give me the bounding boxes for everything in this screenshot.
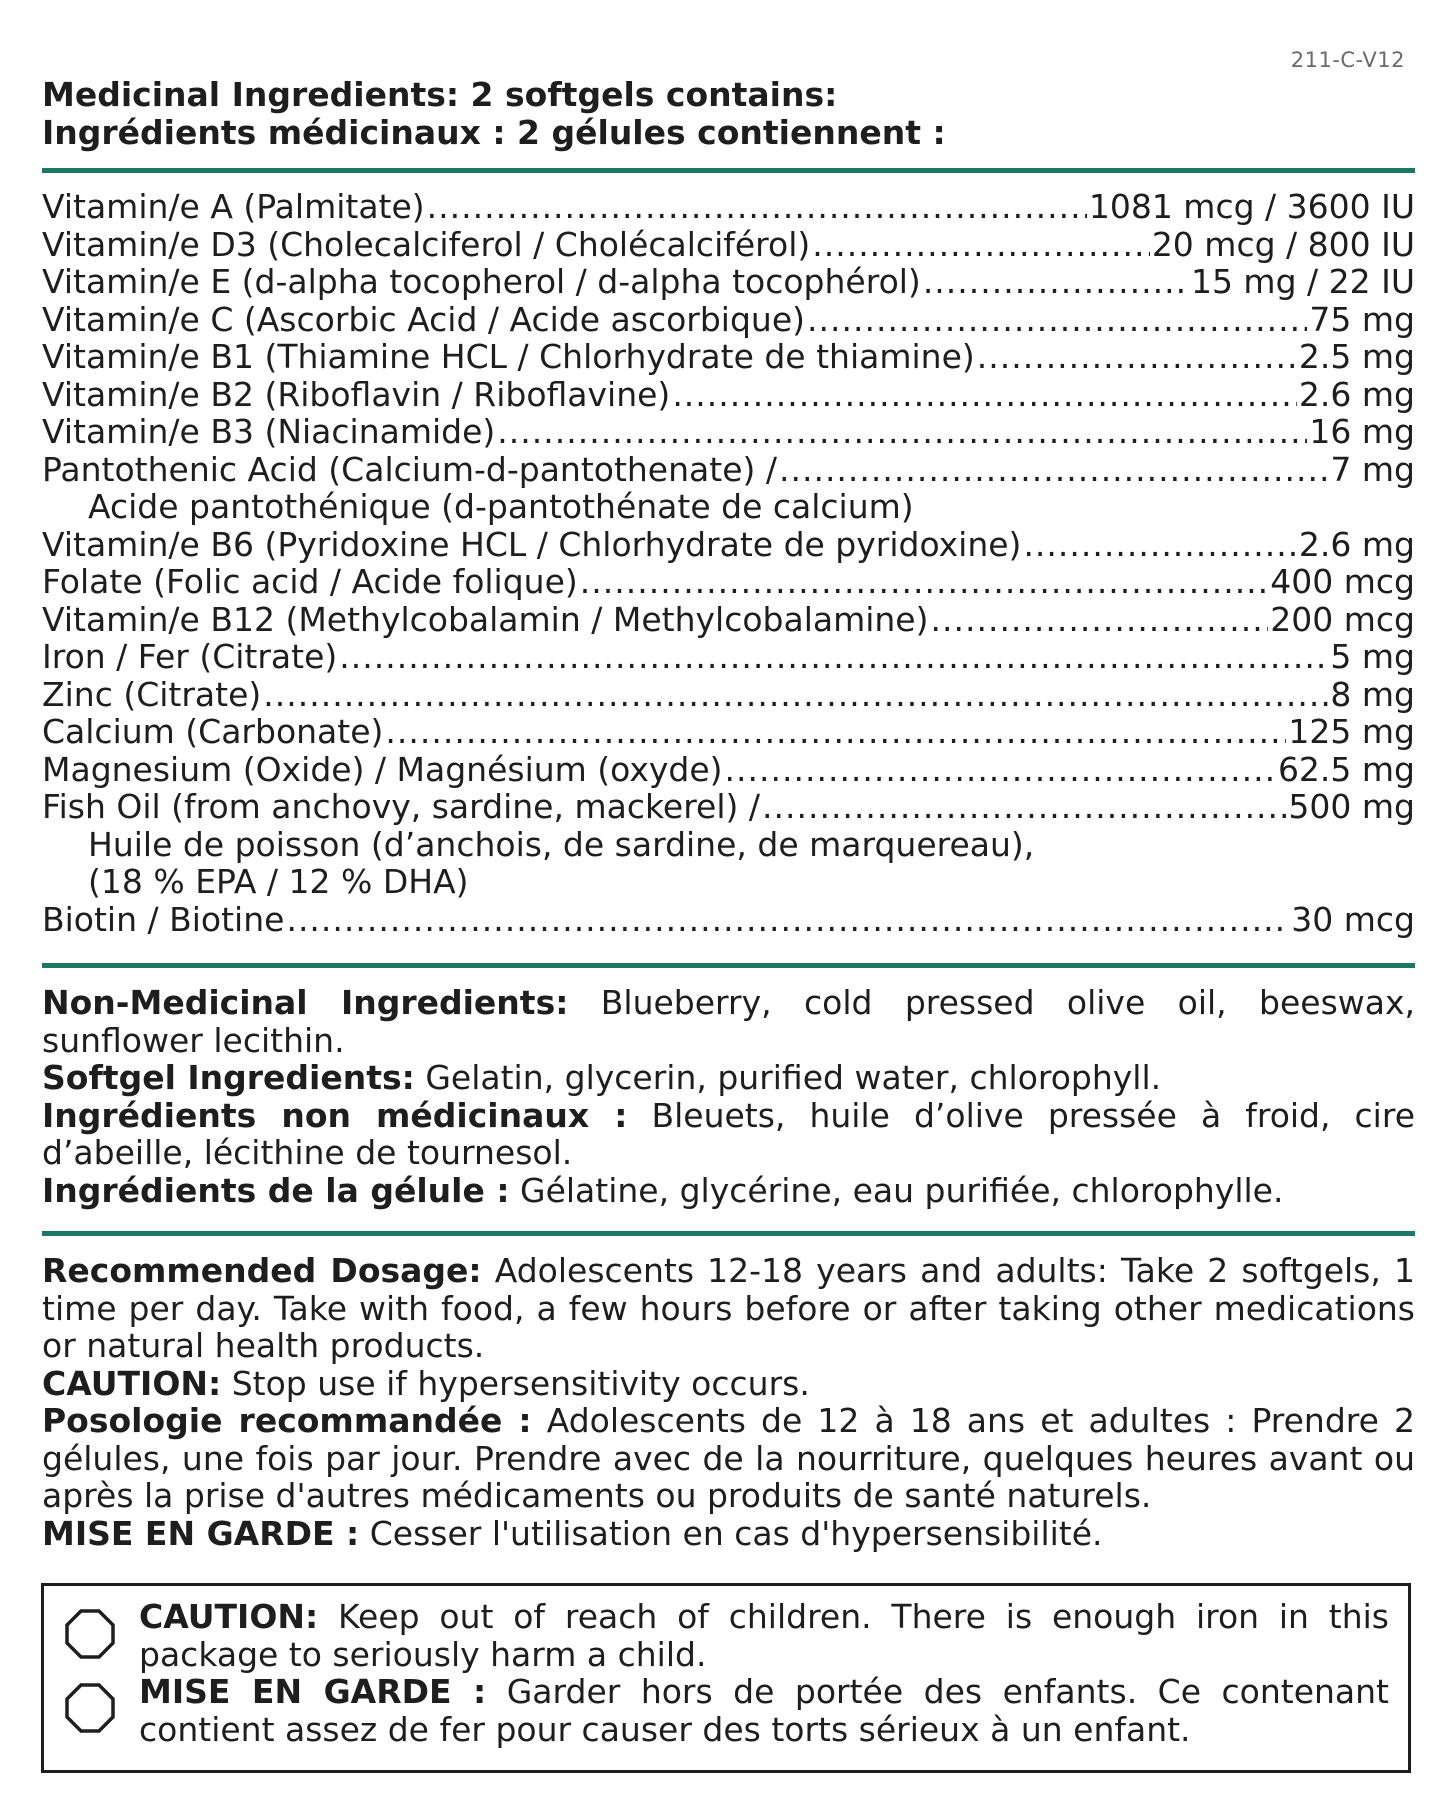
dot-leader — [427, 188, 1087, 226]
ingredient-name: Zinc (Citrate) — [42, 674, 262, 714]
nmi-label: Non-Medicinal Ingredients: — [42, 983, 569, 1022]
ingredient-row — [42, 563, 1415, 601]
dot-leader — [263, 676, 1328, 714]
ingredient-subline: Acide pantothénique (d-pantothénate de calcium) — [88, 487, 914, 526]
dot-leader — [1023, 526, 1296, 564]
ingredient-name: Vitamin/e B6 (Pyridoxine HCL / Chlorhydrate de pyridoxine) — [42, 524, 1022, 564]
ingredient-row — [42, 188, 1415, 226]
softgel-fr-text: Gélatine, glycérine, eau purifiée, chlorophylle. — [509, 1170, 1284, 1210]
ingredient-amount: 5 mg — [1330, 637, 1415, 676]
ingredient-name: Biotin / Biotine — [42, 899, 285, 939]
dot-leader — [762, 788, 1286, 826]
ingredient-name: Vitamin/e A (Palmitate) — [42, 187, 425, 226]
warning-en-label: CAUTION: — [139, 1597, 319, 1636]
ingredient-amount: 125 mg — [1288, 712, 1415, 751]
ingredient-amount: 30 mcg — [1291, 899, 1415, 939]
ingredient-name: Folate (Folic acid / Acide folique) — [42, 562, 578, 601]
ingredient-row — [42, 713, 1415, 751]
ingredient-amount: 75 mg — [1309, 299, 1415, 339]
nmi-fr-paragraph — [42, 1097, 1415, 1172]
dosage-fr-text: Adolescents de 12 à 18 ans et adultes : Prendre 2 gélules, une fois par jour. Prendre avec de la nourriture, quelques heures avant ou après la prise d'autres médicaments ou produits de santé naturels. — [42, 1401, 1416, 1515]
ingredient-name: Vitamin/e E (d-alpha tocopherol / d-alpha tocophérol) — [42, 262, 921, 301]
nmi-fr-text: Bleuets, huile d’olive pressée à froid, cire d’abeille, lécithine de tournesol. — [42, 1095, 1415, 1172]
softgel-label: Softgel Ingredients: — [42, 1058, 415, 1097]
ingredient-name: Magnesium (Oxide) / Magnésium (oxyde) — [42, 749, 723, 789]
non-medicinal-section — [42, 984, 1415, 1209]
ingredient-amount: 16 mg — [1309, 412, 1415, 451]
ingredient-amount: 2.6 mg — [1298, 524, 1415, 564]
ingredient-name: Vitamin/e C (Ascorbic Acid / Acide ascorbique) — [42, 299, 806, 339]
ingredient-row — [42, 788, 1415, 826]
ingredient-row — [42, 751, 1415, 789]
softgel-fr-label: Ingrédients de la gélule : — [42, 1170, 510, 1210]
dosage-text: Adolescents 12-18 years and adults: Take 2 softgels, 1 time per day. Take with food, a few hours before or after taking other medications or natural health products. — [42, 1251, 1415, 1365]
dosage-label: Recommended Dosage: — [42, 1251, 482, 1290]
nmi-text: Blueberry, cold pressed olive oil, beeswax, sunflower lecithin. — [42, 983, 1415, 1060]
dot-leader — [672, 376, 1297, 414]
dot-leader — [580, 563, 1269, 601]
child-warning-box — [41, 1583, 1411, 1773]
ingredient-name: Iron / Fer (Citrate) — [42, 637, 338, 676]
caution-paragraph — [42, 1365, 1415, 1403]
dot-leader — [812, 226, 1150, 264]
label-code: 211-C-V12 — [1290, 48, 1405, 72]
softgel-text: Gelatin, glycerin, purified water, chlorophyll. — [414, 1058, 1162, 1097]
header-en: Medicinal Ingredients: 2 softgels contains: — [42, 75, 838, 114]
ingredient-amount: 15 mg / 22 IU — [1190, 262, 1415, 301]
ingredient-subline: (18 % EPA / 12 % DHA) — [88, 862, 469, 901]
caution-fr-paragraph — [42, 1515, 1415, 1553]
caution-label: CAUTION: — [42, 1363, 222, 1403]
ingredient-amount: 500 mg — [1288, 787, 1415, 826]
softgel-paragraph — [42, 1059, 1415, 1097]
ingredient-amount: 2.5 mg — [1298, 337, 1415, 376]
medicinal-header — [42, 76, 1415, 152]
caution-fr-label: MISE EN GARDE : — [42, 1513, 360, 1553]
ingredient-name: Fish Oil (from anchovy, sardine, mackerel) / — [42, 787, 760, 826]
ingredient-row — [42, 901, 1415, 939]
ingredient-row — [42, 526, 1415, 564]
dot-leader — [286, 901, 1289, 939]
ingredient-subline: Huile de poisson (d’anchois, de sardine, de marquereau), — [88, 824, 1035, 864]
ingredient-row — [42, 413, 1415, 451]
ingredient-list — [42, 188, 1415, 938]
ingredient-amount: 8 mg — [1330, 674, 1415, 714]
ingredient-row — [42, 676, 1415, 714]
ingredient-name: Vitamin/e B1 (Thiamine HCL / Chlorhydrate de thiamine) — [42, 337, 975, 376]
ingredient-row — [42, 638, 1415, 676]
dosage-fr-paragraph — [42, 1402, 1415, 1515]
dosage-paragraph — [42, 1252, 1415, 1365]
warning-fr-label: MISE EN GARDE : — [139, 1672, 487, 1711]
dot-leader — [779, 451, 1328, 489]
dosage-section — [42, 1252, 1415, 1552]
divider-rule — [42, 963, 1415, 968]
dot-leader — [977, 338, 1297, 376]
ingredient-row — [42, 338, 1415, 376]
ingredient-row — [42, 263, 1415, 301]
ingredient-name: Vitamin/e B2 (Riboflavin / Riboflavine) — [42, 374, 671, 414]
warning-fr — [139, 1673, 1389, 1748]
ingredient-amount: 200 mcg — [1270, 599, 1415, 639]
ingredient-row — [42, 601, 1415, 639]
nmi-fr-label: Ingrédients non médicinaux : — [42, 1095, 628, 1135]
ingredient-amount: 20 mcg / 800 IU — [1151, 224, 1415, 264]
caution-text: Stop use if hypersensitivity occurs. — [221, 1363, 810, 1403]
warning-en-text: Keep out of reach of children. There is enough iron in this package to seriously harm a child. — [139, 1597, 1389, 1674]
warning-fr-text: Garder hors de portée des enfants. Ce contenant contient assez de fer pour causer des torts sérieux à un enfant. — [139, 1672, 1389, 1749]
divider-rule — [42, 168, 1415, 173]
ingredient-amount: 400 mcg — [1270, 562, 1415, 601]
ingredient-row — [42, 376, 1415, 414]
ingredient-amount: 7 mg — [1330, 449, 1415, 489]
warning-en — [139, 1598, 1389, 1673]
ingredient-row — [42, 451, 1415, 489]
dot-leader — [339, 638, 1328, 676]
ingredient-row — [42, 226, 1415, 264]
dot-leader — [931, 601, 1269, 639]
ingredient-name: Vitamin/e D3 (Cholecalciferol / Cholécalciférol) — [42, 224, 811, 264]
ingredient-name: Vitamin/e B3 (Niacinamide) — [42, 412, 496, 451]
divider-rule — [42, 1231, 1415, 1236]
ingredient-amount: 62.5 mg — [1277, 749, 1415, 789]
dot-leader — [385, 713, 1286, 751]
ingredient-amount: 1081 mcg / 3600 IU — [1088, 187, 1415, 226]
dot-leader — [497, 413, 1307, 451]
ingredient-name: Calcium (Carbonate) — [42, 712, 384, 751]
ingredient-amount: 2.6 mg — [1298, 374, 1415, 414]
octagon-outline-icon — [64, 1608, 116, 1660]
ingredient-name: Vitamin/e B12 (Methylcobalamin / Methylcobalamine) — [42, 599, 929, 639]
dosage-fr-label: Posologie recommandée : — [42, 1401, 532, 1440]
softgel-fr-paragraph — [42, 1172, 1415, 1210]
nmi-paragraph — [42, 984, 1415, 1059]
ingredient-name: Pantothenic Acid (Calcium-d-pantothenate) / — [42, 449, 777, 489]
octagon-outline-icon — [64, 1682, 116, 1734]
header-fr: Ingrédients médicinaux : 2 gélules contiennent : — [42, 113, 946, 152]
ingredient-row — [42, 301, 1415, 339]
dot-leader — [725, 751, 1276, 789]
dot-leader — [923, 263, 1189, 301]
caution-fr-text: Cesser l'utilisation en cas d'hypersensibilité. — [359, 1513, 1103, 1553]
dot-leader — [807, 301, 1307, 339]
